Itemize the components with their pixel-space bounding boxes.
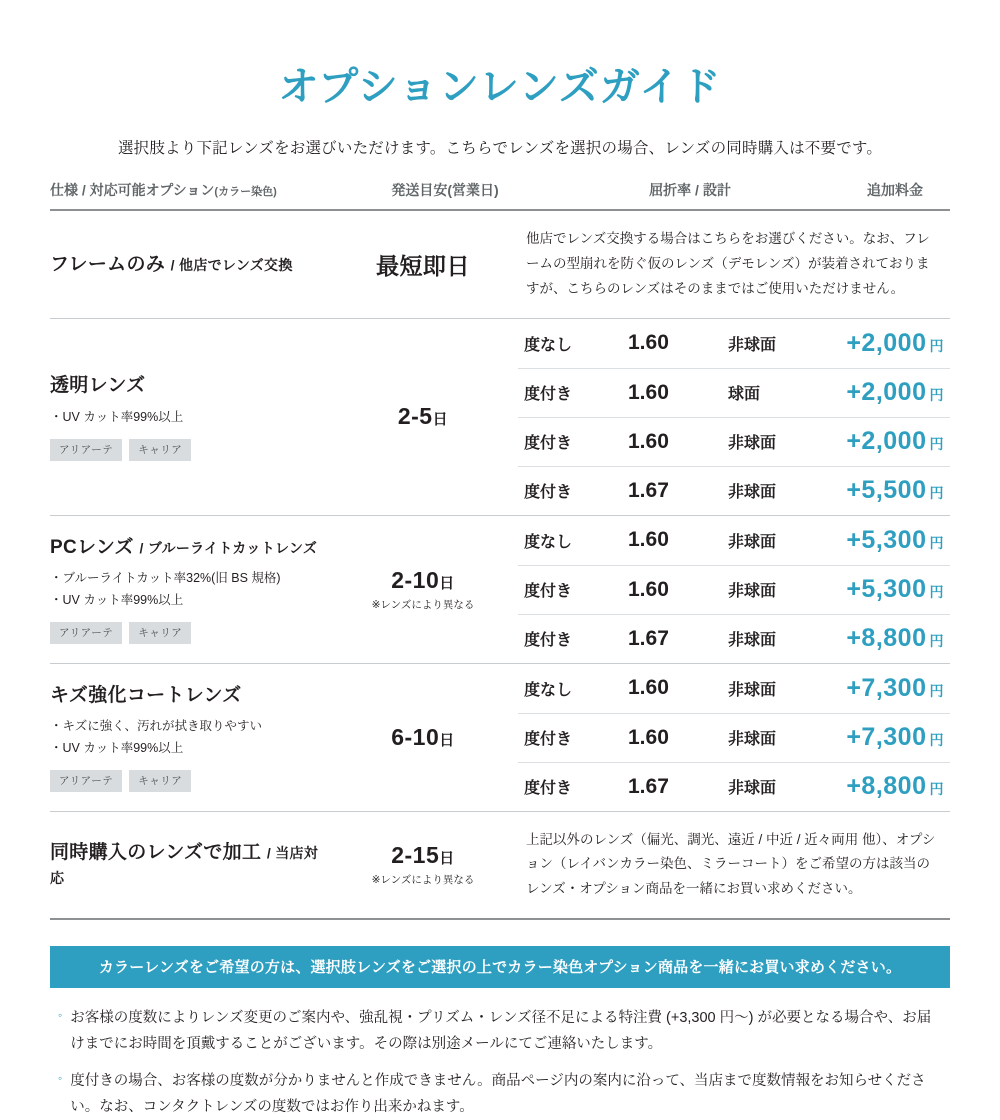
- row-bullet: ・ブルーライトカット率32%(旧 BS 規格): [50, 571, 281, 586]
- shipping-value: [391, 567, 455, 594]
- column-header-spec-label: 仕様 / 対応可能オプション: [50, 181, 215, 198]
- row-spec: [50, 664, 328, 811]
- price-design: 非球面: [728, 435, 777, 452]
- price-design: 非球面: [728, 484, 777, 501]
- row-spec: [50, 211, 328, 318]
- row-note: 他店でレンズ交換する場合はこちらをお選びください。なお、フレームの型崩れを防ぐ仮のレンズ（デモレンズ）が装着されておりますが、こちらのレンズはそのままではご使用いただけません。: [526, 230, 930, 296]
- price-design: 非球面: [728, 583, 777, 600]
- price-amount: [838, 378, 950, 407]
- row-shipping: [328, 319, 518, 515]
- row-shipping: [328, 211, 518, 318]
- row-title-main: 透明レンズ: [50, 375, 146, 397]
- table-row: [50, 516, 950, 664]
- price-index: 1.67: [628, 478, 669, 502]
- price-degree: 度なし: [524, 533, 573, 551]
- row-title: [50, 841, 320, 890]
- price-degree: 度なし: [524, 336, 573, 354]
- column-header-spec-note: (カラー染色): [214, 185, 277, 198]
- row-shipping: [328, 812, 518, 919]
- shipping-unit: 日: [439, 731, 455, 749]
- price-currency: 円: [929, 682, 944, 699]
- column-headers: [28, 180, 972, 209]
- price-degree: 度付き: [524, 386, 573, 403]
- tag-badge: キャリア: [129, 770, 191, 792]
- footnote-text: 度付きの場合、お客様の度数が分かりませんと作成できません。商品ページ内の案内に沿って、当店まで度数情報をお知らせください。なお、コンタクトレンズの度数ではお作り出来かねます。: [70, 1073, 926, 1115]
- column-header-spec: [50, 180, 350, 200]
- price-value: +8,800: [846, 624, 927, 652]
- price-degree: 度付き: [524, 731, 573, 748]
- row-bullets: [50, 407, 320, 429]
- price-currency: 円: [929, 436, 944, 452]
- table-row: [50, 211, 950, 319]
- price-row: [518, 614, 950, 663]
- row-tags: [50, 622, 320, 644]
- row-title-main: 同時購入のレンズで加工: [50, 842, 262, 864]
- row-title: [50, 536, 320, 561]
- price-currency: 円: [929, 732, 944, 748]
- page-title: オプションレンズガイド: [278, 64, 722, 109]
- row-shipping: [328, 664, 518, 811]
- price-currency: 円: [929, 534, 944, 551]
- row-spec: [50, 812, 328, 919]
- table-row: [50, 664, 950, 812]
- row-title: [50, 374, 320, 399]
- price-degree: 度付き: [524, 435, 573, 452]
- table-row: [50, 319, 950, 516]
- shipping-days: 2-5: [397, 403, 433, 429]
- row-title-sub: / 当店対応: [50, 845, 319, 886]
- price-index: 1.60: [628, 429, 669, 453]
- row-tags: [50, 770, 320, 792]
- price-design: 非球面: [728, 731, 777, 748]
- row-price-list: [518, 516, 950, 663]
- row-title: [50, 684, 320, 709]
- tag-badge: アリアーテ: [50, 770, 122, 792]
- price-index: 1.60: [628, 577, 669, 601]
- row-bullet: ・UV カット率99%以上: [50, 741, 184, 756]
- price-design: 非球面: [728, 780, 777, 797]
- price-design: 非球面: [728, 533, 777, 551]
- price-amount: [838, 674, 950, 703]
- row-title-sub: / ブルーライトカットレンズ: [139, 539, 318, 556]
- column-header-lens: 屈折率 / 設計: [649, 181, 731, 198]
- price-amount: [838, 772, 950, 801]
- shipping-days: 6-10: [391, 723, 440, 750]
- row-price-list: [518, 664, 950, 811]
- price-degree: 度付き: [524, 780, 573, 797]
- row-title-main: フレームのみ: [50, 253, 166, 275]
- price-row: [518, 762, 950, 811]
- price-degree: 度付き: [524, 583, 573, 600]
- tag-badge: キャリア: [129, 439, 191, 461]
- price-row: [518, 565, 950, 614]
- shipping-value: [376, 248, 470, 281]
- price-design: 球面: [728, 386, 761, 403]
- price-row: [518, 417, 950, 466]
- shipping-note: ※レンズにより異なる: [371, 874, 475, 887]
- price-value: +2,000: [846, 328, 927, 357]
- price-row: [518, 516, 950, 565]
- shipping-days: 最短即日: [376, 252, 470, 279]
- price-currency: 円: [929, 337, 944, 354]
- footnotes: [58, 1006, 942, 1120]
- circle-bullet-icon: ◦: [58, 1008, 63, 1023]
- price-currency: 円: [929, 584, 944, 600]
- row-bullets: [50, 568, 320, 612]
- price-amount: [838, 575, 950, 604]
- row-bullets: [50, 716, 320, 760]
- price-amount: [838, 427, 950, 456]
- price-row: [518, 713, 950, 762]
- price-currency: 円: [929, 633, 944, 649]
- price-degree: 度なし: [524, 681, 573, 699]
- price-amount: [838, 723, 950, 752]
- price-row: [518, 319, 950, 368]
- price-index: 1.60: [628, 528, 669, 551]
- shipping-days: 2-15: [391, 842, 440, 869]
- column-header-price: 追加料金: [867, 181, 923, 198]
- price-design: 非球面: [728, 632, 777, 649]
- price-value: +5,300: [846, 575, 927, 603]
- row-bullet: ・UV カット率99%以上: [50, 593, 184, 608]
- row-spec: [50, 319, 328, 515]
- price-row: [518, 368, 950, 417]
- row-price-list: [518, 319, 950, 515]
- row-bullet: ・UV カット率99%以上: [50, 409, 184, 424]
- footnote-item: [58, 1069, 942, 1120]
- price-index: 1.67: [628, 774, 669, 798]
- option-lens-guide-page: [0, 27, 1000, 1115]
- price-index: 1.60: [628, 725, 669, 749]
- price-value: +5,500: [846, 476, 927, 504]
- tag-badge: アリアーテ: [50, 622, 122, 644]
- price-currency: 円: [929, 781, 944, 797]
- shipping-days: 2-10: [391, 566, 440, 593]
- price-currency: 円: [929, 387, 944, 403]
- footnote-item: [58, 1006, 942, 1057]
- row-title-main: PCレンズ: [50, 536, 134, 558]
- row-note: 上記以外のレンズ（偏光、調光、遠近 / 中近 / 近々両用 他）、オプション（レイバンカラー染色、ミラーコート）をご希望の方は該当のレンズ・オプション商品を一緒にお買い求めください。: [526, 831, 936, 897]
- price-value: +2,000: [846, 427, 927, 455]
- price-value: +7,300: [846, 723, 927, 751]
- shipping-value: [391, 842, 455, 869]
- price-currency: 円: [929, 485, 944, 501]
- price-design: 非球面: [728, 681, 777, 699]
- row-shipping: [328, 516, 518, 663]
- table-row: [50, 812, 950, 921]
- tag-badge: キャリア: [129, 622, 191, 644]
- price-index: 1.67: [628, 626, 669, 650]
- tag-badge: アリアーテ: [50, 439, 122, 461]
- price-index: 1.60: [628, 380, 669, 404]
- row-title-main: キズ強化コートレンズ: [50, 684, 242, 706]
- price-amount: [838, 329, 950, 358]
- price-index: 1.60: [628, 331, 669, 354]
- row-spec: [50, 516, 328, 663]
- price-degree: 度付き: [524, 484, 573, 501]
- price-index: 1.60: [628, 676, 669, 699]
- price-amount: [838, 476, 950, 505]
- price-value: +5,300: [846, 525, 927, 554]
- price-value: +8,800: [846, 772, 927, 800]
- price-row: [518, 664, 950, 713]
- row-title-sub: / 他店でレンズ交換: [170, 256, 293, 273]
- row-title: [50, 253, 320, 278]
- lens-options-table: [50, 209, 950, 921]
- shipping-unit: 日: [439, 850, 455, 868]
- footnote-text: お客様の度数によりレンズ変更のご案内や、強乱視・プリズム・レンズ径不足による特注費 (+3,300 円〜) が必要となる場合や、お届けまでにお時間を頂戴することがございます。その際は別途メールにてご連絡いたします。: [70, 1010, 932, 1052]
- price-value: +2,000: [846, 378, 927, 406]
- shipping-unit: 日: [439, 574, 455, 592]
- shipping-unit: 日: [432, 411, 449, 428]
- column-header-shipping: 発送目安(営業日): [391, 181, 499, 198]
- row-tags: [50, 439, 320, 461]
- shipping-value: [391, 724, 455, 751]
- row-bullet: ・キズに強く、汚れが拭き取りやすい: [50, 719, 263, 734]
- price-value: +7,300: [846, 673, 927, 702]
- price-degree: 度付き: [524, 632, 573, 649]
- color-lens-banner: カラーレンズをご希望の方は、選択肢レンズをご選択の上でカラー染色オプション商品を一緒にお買い求めください。: [50, 946, 950, 988]
- price-design: 非球面: [728, 336, 777, 354]
- page-subtitle: 選択肢より下記レンズをお選びいただけます。こちらでレンズを選択の場合、レンズの同時購入は不要です。: [117, 139, 883, 157]
- price-row: [518, 466, 950, 515]
- price-amount: [838, 624, 950, 653]
- shipping-value: [398, 403, 448, 430]
- circle-bullet-icon: ◦: [58, 1071, 63, 1086]
- price-amount: [838, 526, 950, 555]
- shipping-note: ※レンズにより異なる: [371, 598, 475, 611]
